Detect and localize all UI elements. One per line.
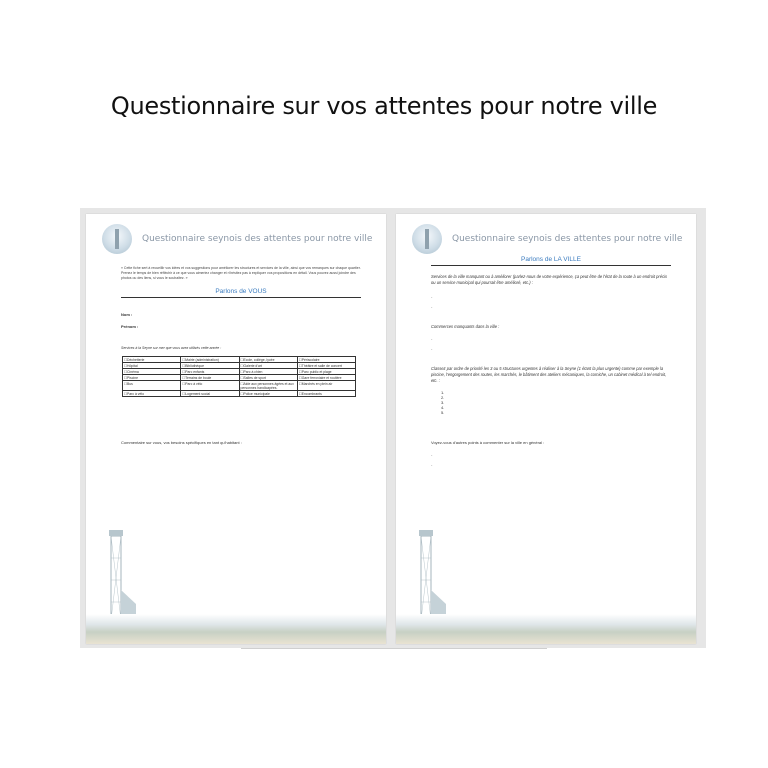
table-cell: ☐Parc public et plage [297,369,355,375]
page-header [102,224,372,254]
table-cell: ☐Piscine [123,375,181,381]
table-cell: ☐Parc à vélo [181,381,239,391]
section-title-ville: Parlons de LA VILLE [431,256,671,266]
table-cell: ☐Aide aux personnes âgées et aux personnes handicapées. [239,381,297,391]
intro-text: « Cette fiche sert à recueillir vos idées et vos suggestions pour améliorer les structures et services de la ville, ainsi que vos remarques sur chaque quartier. Prenez le temps de bien réfléchir à ce que vous aimeriez changer et n'hésitez pas à expliquer vos propositions en détail. Vous pouvez aussi joindre des photos ou des liens, si vous le souhaitez. » [121,266,361,280]
main-title: Questionnaire sur vos attentes pour notre ville [110,92,658,120]
question-priorites: Classez par ordre de priorité les 3 ou 5 structures urgentes à réaliser à la Seyne (1 étant la plus urgente) comme par exemple la piscine, l'engorgement des routes, les marchés, le bâtiment des ateliers mécaniques, la corniche, un cabinet médical à tel endroit, etc. : [431,366,667,383]
services-intro: Services à la Seyne sur mer que vous avez utilisés cette année : [121,346,222,350]
header-title: Questionnaire seynois des attentes pour notre ville [142,234,373,244]
header-title: Questionnaire seynois des attentes pour notre ville [452,234,683,244]
page-1 [86,214,386,644]
priority-number: 1. [441,390,445,395]
answer-line: - [431,346,433,351]
table-cell: ☐Parc à vélo [123,391,181,397]
table-cell: ☐Gare ferroviaire et routière [297,375,355,381]
document-preview [80,208,706,648]
table-cell: ☐Bus [123,381,181,391]
table-cell: ☐Mairie (administration) [181,357,239,363]
section-title-vous: Parlons de VOUS [121,288,361,298]
answer-line: - [431,294,433,299]
table-cell: ☐Marchés en plein air [297,381,355,391]
table-cell: ☐Hôpital [123,363,181,369]
prenom-label: Prénom : [121,324,139,329]
table-row [123,391,356,397]
landscape-footer [86,614,386,644]
answer-line: - [431,462,433,467]
priority-number: 3. [441,400,445,405]
table-cell: ☐Police municipale [239,391,297,397]
table-cell: ☐Bibliothèque [181,363,239,369]
priority-number: 5. [441,410,445,415]
table-cell: ☐Périscolaire [297,357,355,363]
table-cell: ☐Logement social [181,391,239,397]
services-table [122,356,356,397]
page-2 [396,214,696,644]
page-header [412,224,682,254]
landscape-footer [396,614,696,644]
question-commerces: Commerces manquants dans la ville : [431,324,500,329]
table-cell: ☐Cinéma [123,369,181,375]
priority-number: 4. [441,405,445,410]
question-services: Services de la ville manquant ou à améliorer (parlez-nous de votre expérience, ça peut être de l'état de la route à un endroit précis ou un service municipal qui pourrait être amélioré, etc.) : [431,274,668,285]
tower-illustration [418,528,448,620]
table-cell: ☐Terrains de boule [181,375,239,381]
table-cell: ☐Galerie d'art [239,363,297,369]
table-cell: ☐Théâtre et salle de concert [297,363,355,369]
scrollbar[interactable] [241,648,547,649]
comment-label: Commentaire sur vous, vos besoins spécifiques en tant qu'habitant : [121,440,242,445]
priority-number: 2. [441,395,445,400]
city-logo [412,224,442,254]
tower-illustration [108,528,138,620]
table-row [123,381,356,391]
answer-line: - [431,304,433,309]
city-logo [102,224,132,254]
nom-label: Nom : [121,312,133,317]
question-autres: Voyez-vous d'autres points à commenter sur la ville en général : [431,440,545,445]
table-cell: ☐Parc enfants [181,369,239,375]
table-cell: ☐Déchetterie [123,357,181,363]
answer-line: - [431,452,433,457]
table-cell: ☐Parc à chien [239,369,297,375]
table-cell: ☐Salles de sport [239,375,297,381]
answer-line: - [431,336,433,341]
table-cell: ☐Encombrants [297,391,355,397]
table-cell: ☐Ecole, collège, lycée [239,357,297,363]
